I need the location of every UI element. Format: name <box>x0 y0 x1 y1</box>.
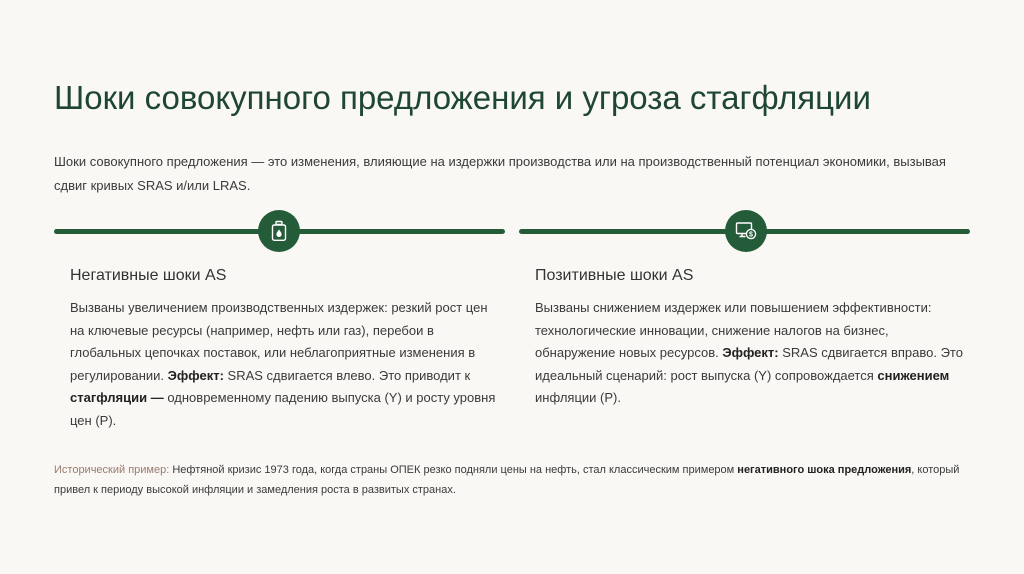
intro-text: Шоки совокупного предложения — это изменения, влияющие на издержки производства или на производственный потенциал экономики, вызывая сдвиг кривых SRAS и/или LRAS. <box>54 154 946 193</box>
reduction-term: снижением <box>877 367 950 383</box>
negative-effect-label: Эффект: <box>167 367 224 383</box>
monitor-dollar-icon <box>735 221 757 241</box>
stagflation-term: стагфляции — <box>70 390 164 405</box>
historical-example-footnote: Исторический пример: Нефтяной кризис 1973 года, когда страны ОПЕК резко подняли цены на нефть, стал классическим примером негативного шока предложения, который привел к периоду высокой инфляции и замедления роста в развитых странах. <box>54 464 960 496</box>
positive-description: Вызваны снижением издержек или повышением эффективности: технологические инновации, снижение налогов на бизнес, обнаружение новых ресурсов. Эффект: SRAS сдвигается вправо. Это идеальный сценарий: рост выпуска (Y) сопровождается снижением инфляции (P). <box>535 300 963 405</box>
positive-icon-badge <box>725 210 767 252</box>
positive-heading: Позитивные шоки AS <box>535 267 694 284</box>
svg-text:$: $ <box>749 231 753 239</box>
positive-effect-label: Эффект: <box>722 345 779 360</box>
negative-icon-badge <box>258 210 300 252</box>
negative-heading: Негативные шоки AS <box>70 267 227 284</box>
oil-canister-icon <box>269 220 289 242</box>
page-title: Шоки совокупного предложения и угроза стагфляции <box>54 79 871 116</box>
footnote-bold-term: негативного шока предложения <box>737 464 912 476</box>
negative-description: Вызваны увеличением производственных издержек: резкий рост цен на ключевые ресурсы (например, нефть или газ), перебои в глобальных цепочках поставок, или неблагоприятные изменения в регулировании. Эффект: SRAS сдвигается влево. Это приводит к стагфляции — одновременному падению выпуска (Y) и росту уровня цен (P). <box>70 300 496 428</box>
footnote-label: Исторический пример: <box>54 464 170 476</box>
